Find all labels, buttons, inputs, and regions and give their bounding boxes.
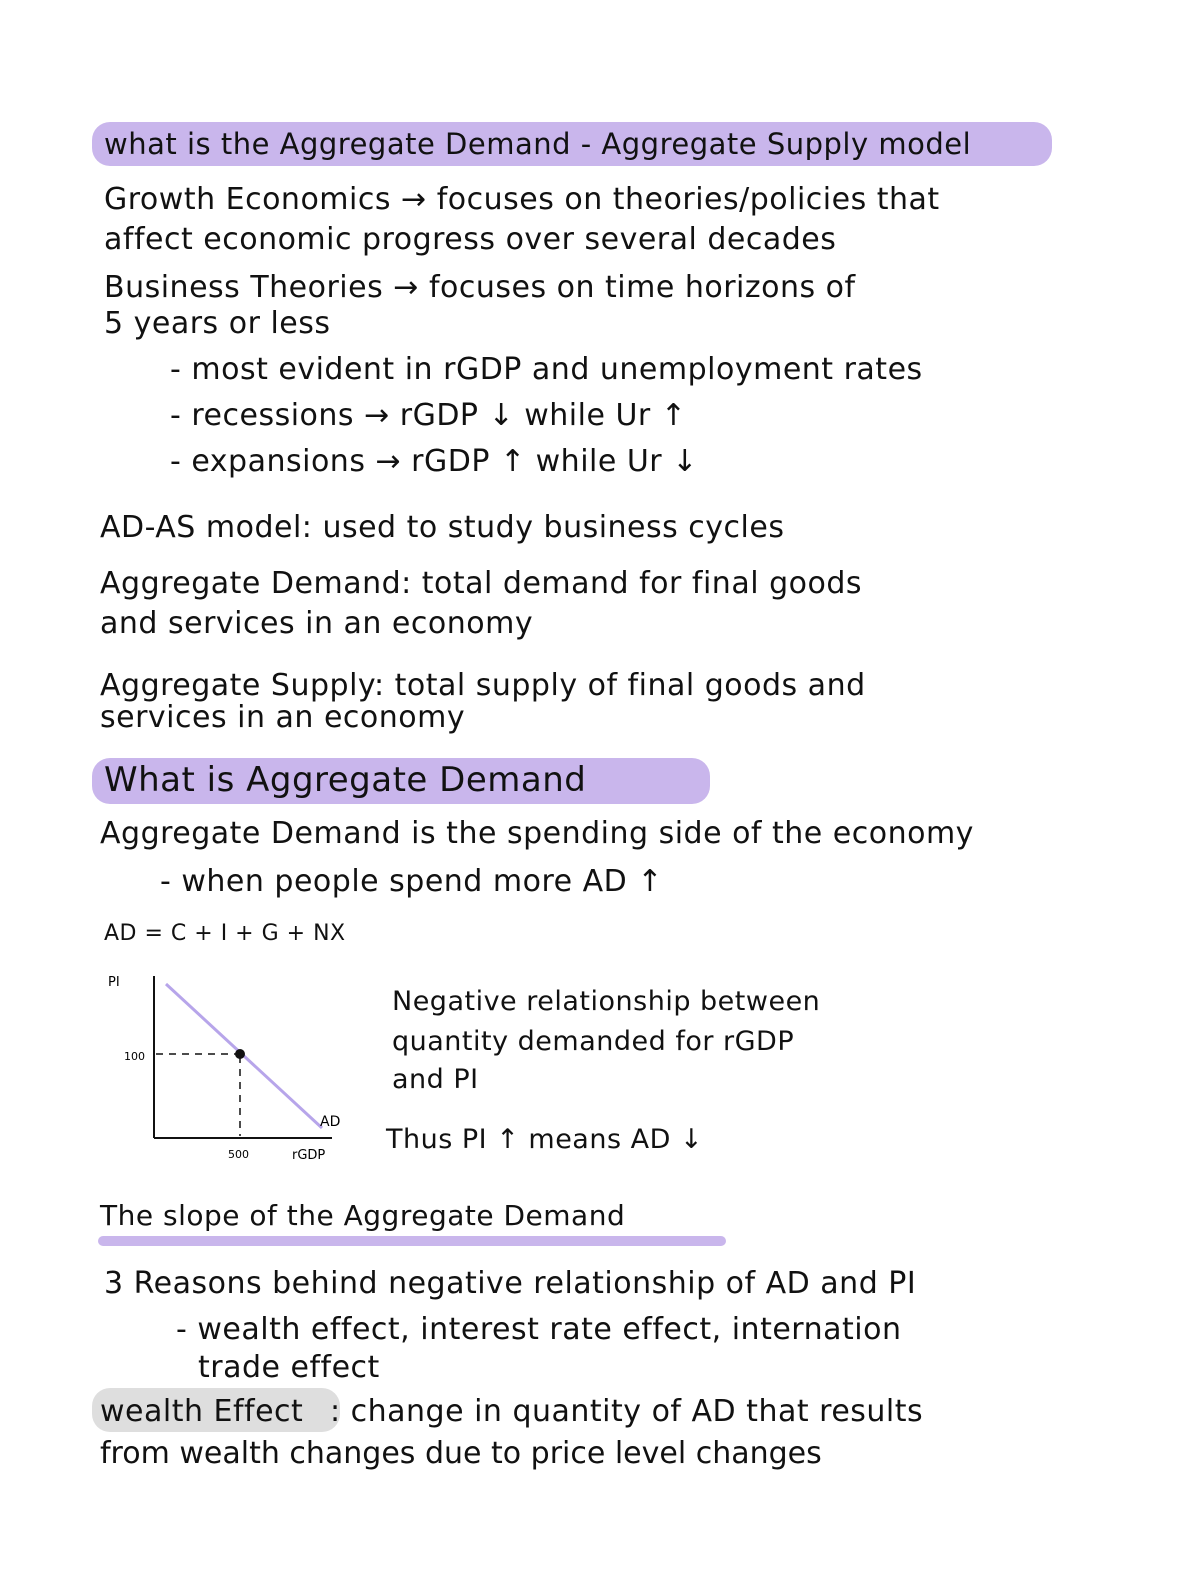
def-adas: AD-AS model: used to study business cycles bbox=[100, 510, 785, 545]
def-as-2: services in an economy bbox=[100, 700, 466, 735]
ad-text-2: - when people spend more AD ↑ bbox=[160, 864, 663, 899]
heading2: What is Aggregate Demand bbox=[104, 760, 587, 800]
ad-formula: AD = C + I + G + NX bbox=[104, 921, 346, 946]
intro-line-3: Business Theories → focuses on time horizons of bbox=[104, 270, 856, 305]
reasons-3: trade effect bbox=[198, 1350, 380, 1385]
graph-note-3: and PI bbox=[392, 1064, 479, 1095]
bullet-recessions: - recessions → rGDP ↓ while Ur ↑ bbox=[170, 398, 687, 433]
y-tick-label: 100 bbox=[124, 1050, 145, 1063]
reasons-2: - wealth effect, interest rate effect, internation bbox=[176, 1312, 902, 1347]
heading1: what is the Aggregate Demand - Aggregate Supply model bbox=[104, 127, 972, 161]
bullet-evident: - most evident in rGDP and unemployment rates bbox=[170, 352, 923, 387]
graph-note-4: Thus PI ↑ means AD ↓ bbox=[386, 1124, 704, 1155]
x-tick-label: 500 bbox=[228, 1148, 249, 1161]
ad-graph-svg bbox=[100, 960, 360, 1170]
wealth-definition: : change in quantity of AD that results bbox=[330, 1394, 924, 1429]
intro-line-4: 5 years or less bbox=[104, 306, 331, 341]
def-ad-1: Aggregate Demand: total demand for final goods bbox=[100, 566, 862, 601]
def-as-1: Aggregate Supply: total supply of final goods and bbox=[100, 668, 866, 703]
y-axis-label: PI bbox=[108, 975, 120, 990]
heading3-underline bbox=[98, 1236, 726, 1246]
def-ad-2: and services in an economy bbox=[100, 606, 534, 641]
graph-note-2: quantity demanded for rGDP bbox=[392, 1026, 795, 1057]
heading3: The slope of the Aggregate Demand bbox=[100, 1199, 626, 1232]
wealth-term: wealth Effect bbox=[100, 1394, 304, 1429]
cutoff-line bbox=[100, 1436, 1000, 1471]
equilibrium-point bbox=[235, 1049, 245, 1059]
reasons-1: 3 Reasons behind negative relationship of AD and PI bbox=[104, 1266, 917, 1301]
cutoff-line-text: from wealth changes due to price level changes bbox=[100, 1436, 822, 1471]
ad-curve-label: AD bbox=[320, 1114, 341, 1130]
graph-note-1: Negative relationship between bbox=[392, 986, 821, 1017]
x-axis-label: rGDP bbox=[292, 1148, 326, 1163]
intro-line-2: affect economic progress over several decades bbox=[104, 222, 837, 257]
intro-line-1: Growth Economics → focuses on theories/policies that bbox=[104, 182, 940, 217]
ad-graph bbox=[100, 960, 360, 1170]
bullet-expansions: - expansions → rGDP ↑ while Ur ↓ bbox=[170, 444, 698, 479]
ad-text-1: Aggregate Demand is the spending side of the economy bbox=[100, 816, 974, 851]
